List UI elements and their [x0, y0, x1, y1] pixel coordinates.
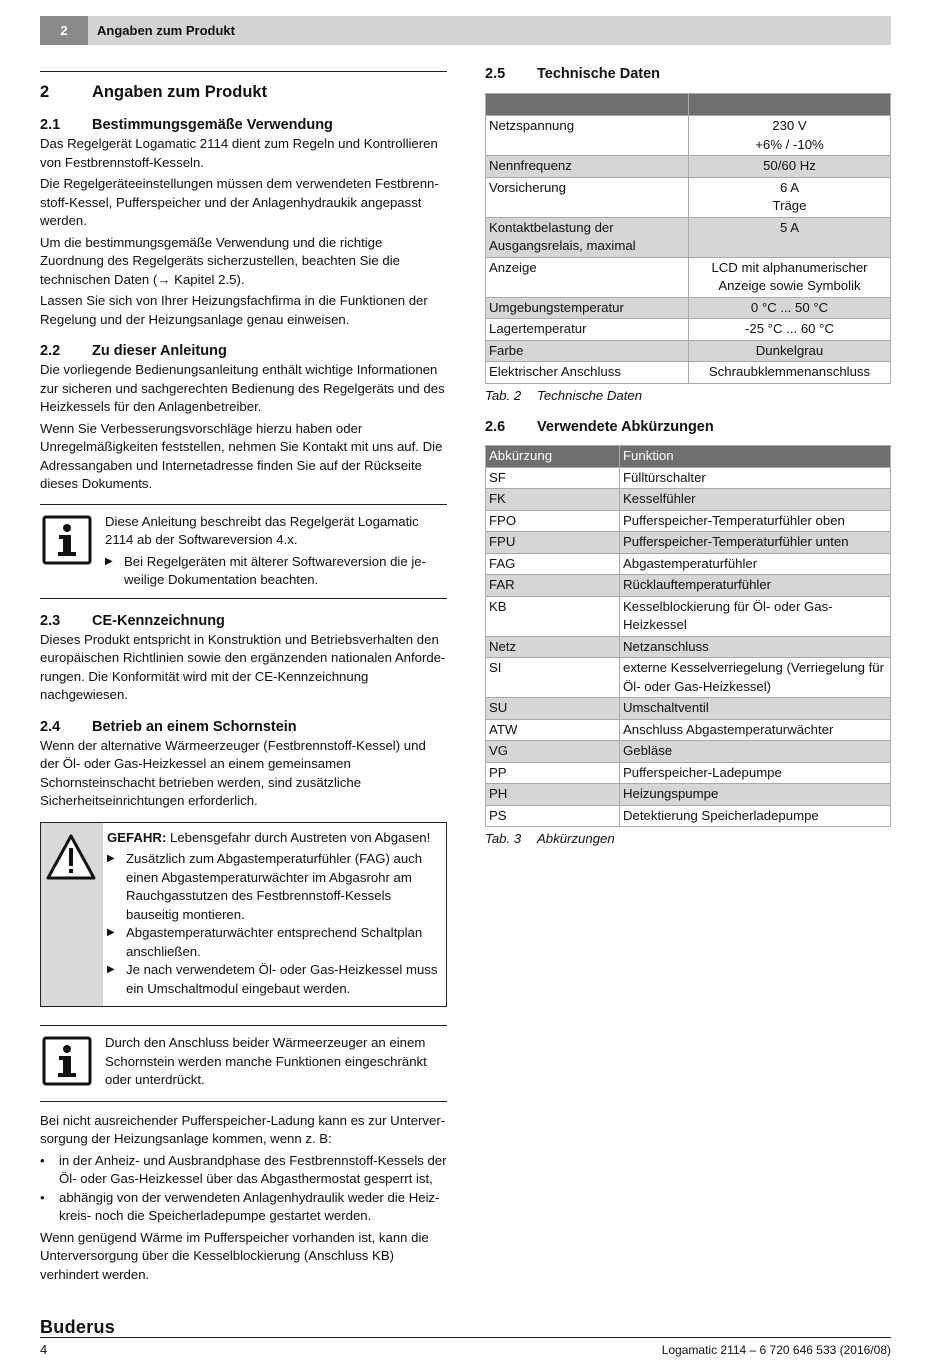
- table-row: [486, 467, 891, 489]
- abbreviation-cell: PS: [486, 805, 620, 827]
- function-cell: externe Kesselverriegelung (Verriegelung für Öl- oder Gas-Heizkessel): [620, 658, 891, 698]
- danger-step-text: Abgastemperaturwächter entsprechend Schaltplan anschließen.: [126, 925, 423, 959]
- caption-text: Technische Daten: [537, 387, 643, 403]
- heading-title: Bestimmungsgemäße Verwendung: [92, 117, 333, 133]
- table-header-cell: Abkürzung: [486, 446, 620, 468]
- note-step-text: Bei Regelgeräten mit älterer Softwareversion die jeweilige Dokumentation beachten.: [124, 553, 427, 587]
- tech-key-cell: Lagertemperatur: [486, 319, 689, 341]
- tech-key-cell: Netzspannung: [486, 116, 689, 156]
- note-text: Durch den Anschluss beider Wärmeerzeuger an einem Schornstein werden manche Funktionen eingeschränkt oder unterdrückt.: [105, 1035, 427, 1087]
- heading-number: 2: [40, 83, 50, 101]
- warning-triangle-icon: [41, 823, 103, 1007]
- table-row: [486, 784, 891, 806]
- tech-value-cell: Schraubklemmenanschluss: [689, 362, 891, 384]
- table-row: [486, 362, 891, 384]
- table-row: [486, 116, 891, 156]
- heading-number: 2.6: [485, 419, 506, 435]
- heading-title: Technische Daten: [537, 66, 661, 82]
- table-header-cell: [486, 94, 689, 116]
- paragraph: Bei nicht ausreichender Pufferspeicher-Ladung kann es zur Unterversorgung der Heizungsanlage kommen, wenn z. B:: [40, 1112, 446, 1146]
- paragraph: Die Regelgeräteeinstellungen müssen dem verwendeten Festbrennstoff-Kessel, Pufferspeicher und der Anlagenhydraukik angepasst werden.: [40, 176, 439, 228]
- function-cell: Abgastemperaturfühler: [620, 553, 891, 575]
- heading-title: Angaben zum Produkt: [92, 83, 268, 101]
- triangle-bullet-icon: ▶: [107, 964, 115, 975]
- info-icon: [40, 1034, 105, 1093]
- heading-title: Betrieb an einem Schornstein: [92, 718, 297, 735]
- table-row: [486, 636, 891, 658]
- function-cell: Kesselblockierung für Öl- oder Gas-Heizkessel: [620, 596, 891, 636]
- abbreviation-cell: VG: [486, 741, 620, 763]
- heading-title: CE-Kennzeichnung: [92, 612, 225, 629]
- tech-value-cell: 5 A: [689, 217, 891, 257]
- table-row: [486, 340, 891, 362]
- function-cell: Pufferspeicher-Ladepumpe: [620, 762, 891, 784]
- bullet-item: [40, 1152, 447, 1189]
- table-row: [486, 217, 891, 257]
- table-row: [486, 805, 891, 827]
- triangle-bullet-icon: ▶: [107, 927, 115, 938]
- heading-title: Verwendete Abkürzungen: [537, 419, 714, 435]
- table-row: [486, 257, 891, 297]
- tech-key-cell: Nennfrequenz: [486, 156, 689, 178]
- function-cell: Netzanschluss: [620, 636, 891, 658]
- heading-2-2: [40, 341, 447, 361]
- table-row: [486, 510, 891, 532]
- heading-2-1: [40, 115, 447, 135]
- abbreviation-cell: SI: [486, 658, 620, 698]
- function-cell: Detektierung Speicherladepumpe: [620, 805, 891, 827]
- bullet-icon: •: [40, 1152, 45, 1168]
- info-note: [40, 504, 447, 599]
- note-step: [105, 553, 447, 590]
- heading-number: 2.1: [40, 117, 61, 133]
- heading-number: 2.4: [40, 718, 61, 735]
- paragraph: Das Regelgerät Logamatic 2114 dient zum Regeln und Kontrollieren von Festbrennstoff-Kesseln.: [40, 136, 438, 170]
- tech-key-cell: Elektrischer Anschluss: [486, 362, 689, 384]
- triangle-bullet-icon: ▶: [107, 853, 115, 864]
- paragraph: Lassen Sie sich von Ihrer Heizungsfachfirma in die Funktionen der Regelung und der Heizungsanlage genau einweisen.: [40, 293, 428, 327]
- table-row: [486, 319, 891, 341]
- bullet-text: abhängig von der verwendeten Anlagenhydraulik weder die Heizkreis- noch die Speicherladepumpe gestartet werden.: [59, 1189, 440, 1223]
- tech-key-cell: Anzeige: [486, 257, 689, 297]
- danger-label: GEFAHR:: [107, 829, 167, 845]
- table-row: [486, 719, 891, 741]
- paragraph: Um die bestimmungsgemäße Verwendung und die richtige Zuordnung des Regelgeräts sicherzustellen, beachten Sie die technischen Daten (→ Kapitel 2.5).: [40, 234, 400, 287]
- right-column: [485, 64, 891, 849]
- function-cell: Pufferspeicher-Temperaturfühler oben: [620, 510, 891, 532]
- technical-data-table: [485, 93, 891, 384]
- table-row: [486, 658, 891, 698]
- function-cell: Pufferspeicher-Temperaturfühler unten: [620, 532, 891, 554]
- tech-value-cell: -25 °C ... 60 °C: [689, 319, 891, 341]
- tech-key-cell: Kontaktbelastung der Ausgangsrelais, maximal: [486, 217, 689, 257]
- tech-value-cell: 6 A Träge: [689, 177, 891, 217]
- table-row: [486, 156, 891, 178]
- paragraph: Wenn Sie Verbesserungsvorschläge hierzu haben oder Unregelmäßigkeiten feststellen, nehmen Sie Kontakt mit uns auf. Die Adressangaben und Internetadresse finden Sie auf der Rückseite dieses Dokuments.: [40, 420, 443, 491]
- function-cell: Anschluss Abgastemperaturwächter: [620, 719, 891, 741]
- heading-2: [40, 71, 447, 103]
- abbreviation-cell: Netz: [486, 636, 620, 658]
- abbreviation-cell: FK: [486, 489, 620, 511]
- bullet-text: in der Anheiz- und Ausbrandphase des Festbrennstoff-Kessels der Öl- oder Gas-Heizkessel über das Abgasthermostat gesperrt ist,: [59, 1152, 447, 1186]
- table-row: [486, 575, 891, 597]
- abbreviation-cell: FPU: [486, 532, 620, 554]
- table-header-cell: [689, 94, 891, 116]
- heading-2-6: [485, 417, 891, 437]
- table-caption: [485, 387, 891, 406]
- danger-step: [107, 924, 442, 961]
- abbreviation-cell: KB: [486, 596, 620, 636]
- heading-number: 2.2: [40, 343, 61, 359]
- running-header: [40, 16, 891, 45]
- table-row: [486, 741, 891, 763]
- tech-value-cell: 0 °C ... 50 °C: [689, 297, 891, 319]
- paragraph: Die vorliegende Bedienungsanleitung enthält wichtige Informationen zur sicheren und sachgerechten Bedienung des Regelgeräts und des Heizkessels für den Anlagenbetreiber.: [40, 362, 445, 414]
- footer-divider: [40, 1337, 891, 1338]
- tech-value-cell: Dunkelgrau: [689, 340, 891, 362]
- abbreviation-cell: PP: [486, 762, 620, 784]
- heading-number: 2.3: [40, 612, 61, 629]
- table-row: [486, 532, 891, 554]
- abbreviation-cell: FAG: [486, 553, 620, 575]
- tech-value-cell: LCD mit alphanumerischer Anzeige sowie Symbolik: [689, 257, 891, 297]
- table-row: [486, 698, 891, 720]
- abbreviation-cell: FAR: [486, 575, 620, 597]
- paragraph: Wenn der alternative Wärmeerzeuger (Festbrennstoff-Kessel) und der Öl- oder Gas-Heizkessel an einem gemeinsamen Schornsteinschacht betrieben werden, sind zusätzliche Sicherheitseinrichtungen erforderlich.: [40, 737, 426, 808]
- function-cell: Kesselfühler: [620, 489, 891, 511]
- danger-step: [107, 961, 442, 998]
- danger-step-text: Je nach verwendetem Öl- oder Gas-Heizkessel muss ein Umschaltmodul eingebaut werden.: [126, 962, 438, 996]
- abbreviations-table: [485, 445, 891, 827]
- triangle-bullet-icon: ▶: [105, 555, 113, 567]
- caption-number: Tab. 2: [485, 387, 522, 403]
- danger-box: [40, 822, 447, 1008]
- abbreviation-cell: SF: [486, 467, 620, 489]
- caption-number: Tab. 3: [485, 831, 522, 846]
- paragraph: Dieses Produkt entspricht in Konstruktion und Betriebsverhalten den europäischen Richtlinien sowie den ergänzenden nationalen Anforderungen. Die Konformität wird mit der CE-Kennzeichnung nachgewiesen.: [40, 631, 446, 702]
- table-row: [486, 177, 891, 217]
- buderus-logo: Buderus: [40, 1317, 116, 1337]
- chapter-number: 2: [40, 16, 88, 45]
- caption-text: Abkürzungen: [537, 831, 615, 846]
- function-cell: Gebläse: [620, 741, 891, 763]
- info-icon: [40, 513, 105, 590]
- tech-key-cell: Farbe: [486, 340, 689, 362]
- table-header-cell: Funktion: [620, 446, 891, 468]
- abbreviation-cell: FPO: [486, 510, 620, 532]
- left-column: [40, 71, 447, 1287]
- bullet-item: [40, 1189, 447, 1226]
- bullet-icon: •: [40, 1189, 45, 1205]
- note-text: Diese Anleitung beschreibt das Regelgerät Logamatic 2114 ab der Softwareversion 4.x.: [105, 513, 419, 547]
- tech-value-cell: 230 V +6% / -10%: [689, 116, 891, 156]
- heading-2-5: [485, 64, 891, 84]
- heading-2-3: [40, 611, 447, 631]
- table-row: [486, 489, 891, 511]
- table-caption: [485, 830, 891, 849]
- info-note: [40, 1025, 447, 1102]
- table-row: [486, 297, 891, 319]
- heading-2-4: [40, 717, 447, 737]
- danger-step: [107, 850, 442, 924]
- page-number: 4: [40, 1342, 48, 1357]
- table-row: [486, 553, 891, 575]
- function-cell: Umschaltventil: [620, 698, 891, 720]
- tech-key-cell: Umgebungstemperatur: [486, 297, 689, 319]
- heading-number: 2.5: [485, 66, 506, 82]
- danger-text: Lebensgefahr durch Austreten von Abgasen!: [166, 829, 431, 845]
- abbreviation-cell: ATW: [486, 719, 620, 741]
- danger-step-text: Zusätzlich zum Abgastemperaturfühler (FAG) auch einen Abgastemperaturwächter im Abgasrohr am Rauchgasstutzen des Festbrennstoff-Kessels bauseitig montieren.: [126, 851, 423, 922]
- paragraph: Wenn genügend Wärme im Pufferspeicher vorhanden ist, kann die Unterversorgung über die Kesselblockierung (Anschluss KB) verhindert werden.: [40, 1229, 429, 1282]
- abbreviation-cell: PH: [486, 784, 620, 806]
- abbreviation-cell: SU: [486, 698, 620, 720]
- tech-value-cell: 50/60 Hz: [689, 156, 891, 178]
- chapter-title: Angaben zum Produkt: [97, 23, 235, 38]
- function-cell: Heizungspumpe: [620, 784, 891, 806]
- table-row: [486, 596, 891, 636]
- heading-title: Zu dieser Anleitung: [92, 343, 227, 359]
- function-cell: Fülltürschalter: [620, 467, 891, 489]
- tech-key-cell: Vorsicherung: [486, 177, 689, 217]
- table-row: [486, 762, 891, 784]
- document-id: Logamatic 2114 – 6 720 646 533 (2016/08): [661, 1343, 891, 1357]
- function-cell: Rücklauftemperaturfühler: [620, 575, 891, 597]
